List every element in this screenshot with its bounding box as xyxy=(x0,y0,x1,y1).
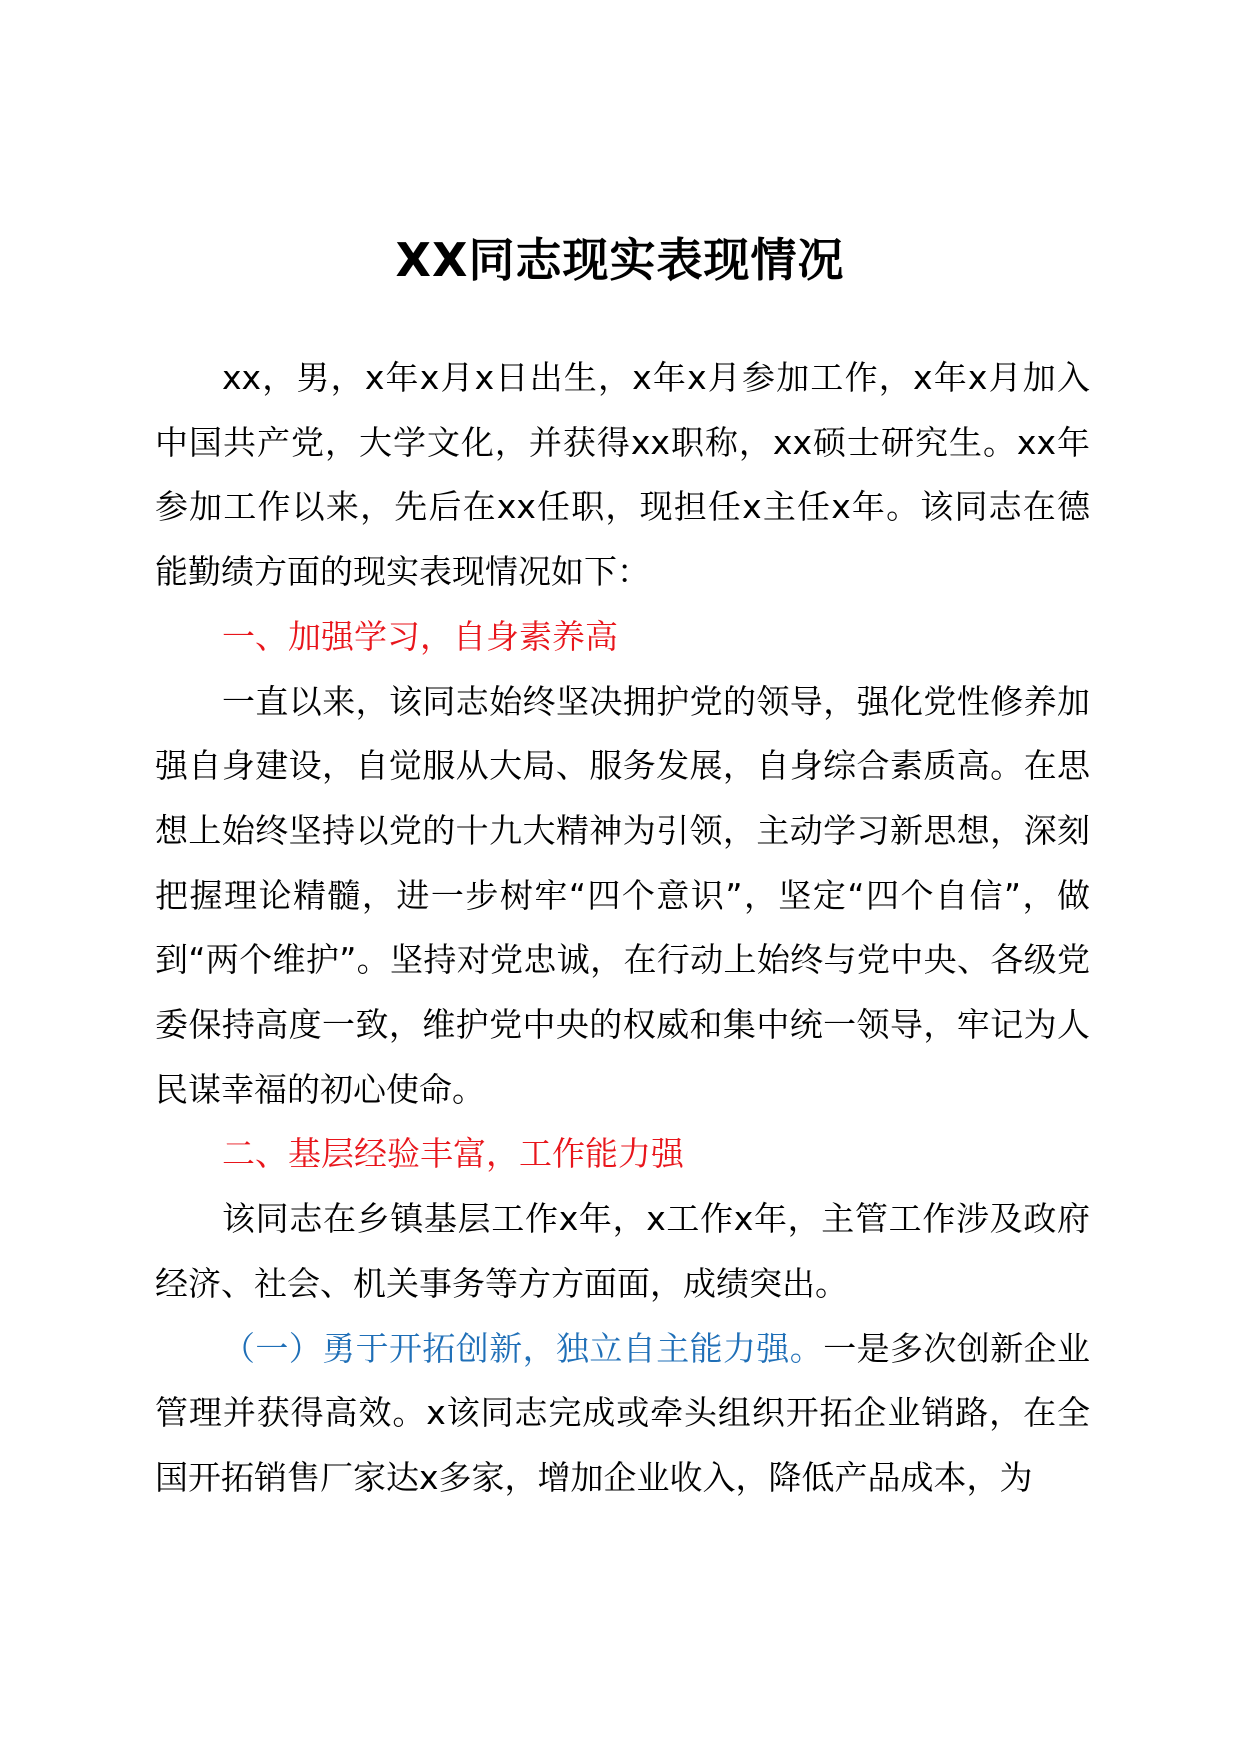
section-paragraph-2: 该同志在乡镇基层工作x年，x工作x年，主管工作涉及政府经济、社会、机关事务等方方面面，成绩突出。 xyxy=(155,1199,1090,1303)
subsection-heading-1: （一）勇于开拓创新，独立自主能力强。 xyxy=(222,1328,824,1368)
section-heading-2: 二、基层经验丰富，工作能力强 xyxy=(222,1134,684,1174)
intro-paragraph: xx，男，x年x月x日出生，x年x月参加工作，x年x月加入中国共产党，大学文化，并获得xx职称，xx硕士研究生。xx年参加工作以来，先后在xx任职，现担任x主任x年。该同志在德能勤绩方面的现实表现情况如下： xyxy=(155,358,1090,592)
document-body xyxy=(155,346,1090,1511)
section-heading-1: 一、加强学习，自身素养高 xyxy=(222,616,618,656)
document-title: XX同志现实表现情况 xyxy=(395,233,845,287)
section-paragraph-1: 一直以来，该同志始终坚决拥护党的领导，强化党性修养加强自身建设，自觉服从大局、服务发展，自身综合素质高。在思想上始终坚持以党的十九大精神为引领，主动学习新思想，深刻把握理论精髓，进一步树牢“四个意识”，坚定“四个自信”，做到“两个维护”。坚持对党忠诚，在行动上始终与党中央、各级党委保持高度一致，维护党中央的权威和集中统一领导，牢记为人民谋幸福的初心使命。 xyxy=(155,681,1090,1109)
subsection-text-1: 一是多次创新企业管理并获得高效。x该同志完成或牵头组织开拓企业销路，在全国开拓销售厂家达x多家，增加企业收入，降低产品成本，为 xyxy=(155,1328,1091,1497)
subsection-paragraph-1 xyxy=(155,1317,1090,1511)
